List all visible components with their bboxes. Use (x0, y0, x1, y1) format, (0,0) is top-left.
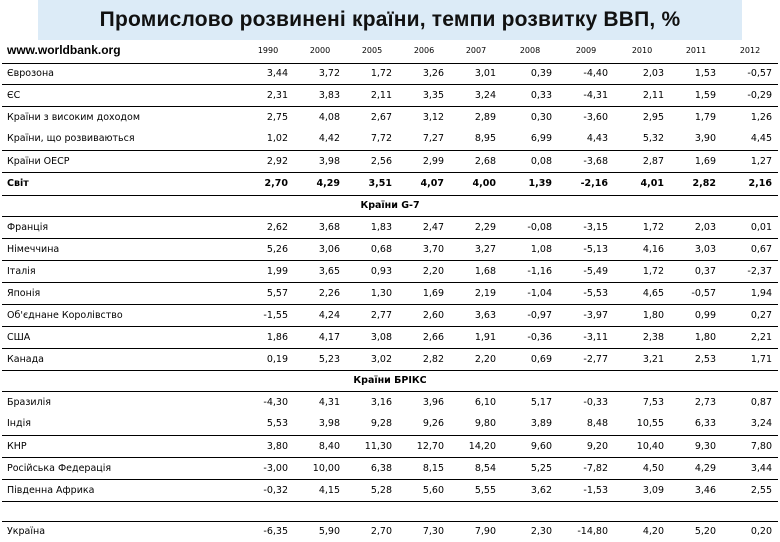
value-cell: 0,67 (722, 238, 778, 260)
value-cell: 4,24 (294, 304, 346, 326)
value-cell: -7,82 (558, 457, 614, 479)
value-cell: 4,17 (294, 326, 346, 348)
value-cell: 2,16 (722, 172, 778, 195)
row-label: Країни з високим доходом (7, 111, 140, 123)
year-header: 2006 (398, 38, 450, 63)
value-cell: 14,20 (450, 435, 502, 457)
value-cell: 4,01 (614, 172, 670, 195)
value-cell: -1,55 (242, 304, 294, 326)
row-label: Німеччина (2, 238, 242, 260)
value-cell: 1,02 (242, 128, 294, 150)
value-cell: 0,37 (670, 260, 722, 282)
value-cell: 3,09 (614, 479, 670, 501)
year-header: 2009 (558, 38, 614, 63)
value-cell: 4,15 (294, 479, 346, 501)
value-cell: 4,08 (318, 111, 340, 123)
value-cell: 7,27 (398, 128, 450, 150)
row-label: США (2, 326, 242, 348)
value-cell: 7,53 (642, 396, 664, 408)
value-cell: 3,03 (670, 238, 722, 260)
value-cell: 4,07 (398, 172, 450, 195)
table-row (2, 238, 778, 260)
value-cell: 3,98 (294, 413, 346, 435)
value-cell: 7,72 (346, 128, 398, 150)
row-label: Російська Федерація (2, 457, 242, 479)
value-cell: 5,55 (450, 479, 502, 501)
value-cell: 6,10 (474, 396, 496, 408)
table-row (2, 391, 778, 413)
value-cell: 3,90 (670, 128, 722, 150)
value-cell: 0,93 (346, 260, 398, 282)
value-cell: 0,01 (722, 216, 778, 238)
value-cell: 3,72 (294, 63, 346, 84)
page-title: Промислово розвинені країни, темпи розвитку ВВП, % (38, 0, 742, 40)
value-cell: 5,28 (346, 479, 398, 501)
value-cell: 0,99 (670, 304, 722, 326)
value-cell: 9,80 (450, 413, 502, 435)
table-row (2, 106, 778, 128)
row-label: Україна (7, 526, 46, 538)
value-cell: 9,26 (398, 413, 450, 435)
value-cell: 5,32 (614, 128, 670, 150)
table-row (2, 172, 778, 195)
value-cell: 2,38 (614, 326, 670, 348)
value-cell: 3,62 (502, 479, 558, 501)
year-header: 2012 (722, 38, 778, 63)
value-cell: 3,96 (422, 396, 444, 408)
value-cell: 3,89 (502, 413, 558, 435)
value-cell: 2,82 (670, 172, 722, 195)
value-cell: 2,95 (642, 111, 664, 123)
table-row (2, 413, 778, 435)
value-cell: 5,20 (694, 526, 716, 538)
value-cell: 2,11 (614, 84, 670, 106)
value-cell: 2,62 (242, 216, 294, 238)
value-cell: 4,16 (614, 238, 670, 260)
value-cell: -0,32 (242, 479, 294, 501)
value-cell: 3,12 (422, 111, 444, 123)
table-row (2, 260, 778, 282)
row-label: Канада (2, 348, 242, 370)
value-cell: -1,04 (502, 282, 558, 304)
value-cell: 3,44 (242, 63, 294, 84)
value-cell: 5,57 (242, 282, 294, 304)
value-cell: 1,86 (242, 326, 294, 348)
value-cell: 1,99 (242, 260, 294, 282)
value-cell: 3,83 (294, 84, 346, 106)
value-cell: 3,65 (294, 260, 346, 282)
value-cell: 0,27 (722, 304, 778, 326)
value-cell: 5,60 (398, 479, 450, 501)
value-cell: 5,90 (318, 526, 340, 538)
value-cell: 4,45 (722, 128, 778, 150)
value-cell: 12,70 (398, 435, 450, 457)
value-cell: 1,71 (722, 348, 778, 370)
value-cell: 3,24 (450, 84, 502, 106)
row-label: Італія (2, 260, 242, 282)
value-cell: 1,26 (750, 111, 772, 123)
value-cell: 1,72 (614, 260, 670, 282)
value-cell: 3,27 (450, 238, 502, 260)
value-cell: 4,43 (558, 128, 614, 150)
value-cell: 6,99 (502, 128, 558, 150)
value-cell: -6,35 (263, 526, 288, 538)
value-cell: 7,30 (422, 526, 444, 538)
table-row (2, 150, 778, 172)
value-cell: 2,89 (474, 111, 496, 123)
value-cell: 1,59 (670, 84, 722, 106)
value-cell: -4,30 (263, 396, 288, 408)
row-label: Японія (2, 282, 242, 304)
value-cell: 0,20 (750, 526, 772, 538)
value-cell: 2,26 (294, 282, 346, 304)
value-cell: 2,77 (346, 304, 398, 326)
value-cell: 6,38 (346, 457, 398, 479)
year-header: 2011 (670, 38, 722, 63)
value-cell: 2,56 (346, 150, 398, 172)
value-cell: 9,30 (670, 435, 722, 457)
value-cell: 1,53 (670, 63, 722, 84)
source-label: www.worldbank.org (2, 38, 242, 63)
value-cell: -3,60 (583, 111, 608, 123)
value-cell: 9,28 (346, 413, 398, 435)
value-cell: 1,83 (346, 216, 398, 238)
value-cell: -0,29 (722, 84, 778, 106)
value-cell: 2,21 (722, 326, 778, 348)
value-cell: -3,00 (242, 457, 294, 479)
table-row (2, 63, 778, 84)
value-cell: 2,53 (670, 348, 722, 370)
year-header: 2008 (502, 38, 558, 63)
value-cell: 3,80 (242, 435, 294, 457)
value-cell: 10,00 (294, 457, 346, 479)
value-cell: 3,16 (370, 396, 392, 408)
value-cell: 2,68 (450, 150, 502, 172)
value-cell: -3,97 (558, 304, 614, 326)
value-cell: 7,80 (722, 435, 778, 457)
row-label: Об'єднане Королівство (2, 304, 242, 326)
group-header-row (2, 195, 778, 216)
value-cell: 8,40 (294, 435, 346, 457)
value-cell: 3,06 (294, 238, 346, 260)
value-cell: -3,15 (558, 216, 614, 238)
value-cell: -14,80 (577, 526, 608, 538)
value-cell: 3,98 (294, 150, 346, 172)
value-cell: 5,26 (242, 238, 294, 260)
value-cell: -0,08 (502, 216, 558, 238)
value-cell: 4,20 (642, 526, 664, 538)
group-label: Країни БРІКС (2, 370, 778, 391)
table-row (2, 521, 778, 542)
value-cell: 1,72 (346, 63, 398, 84)
year-header: 2005 (346, 38, 398, 63)
value-cell: 2,87 (614, 150, 670, 172)
value-cell: 2,82 (398, 348, 450, 370)
value-cell: 2,92 (242, 150, 294, 172)
value-cell: 2,03 (670, 216, 722, 238)
value-cell: 2,31 (242, 84, 294, 106)
value-cell: 2,29 (450, 216, 502, 238)
row-label: Південна Африка (2, 479, 242, 501)
value-cell: -0,57 (670, 282, 722, 304)
value-cell: 3,08 (346, 326, 398, 348)
value-cell: 3,35 (398, 84, 450, 106)
value-cell: 2,19 (450, 282, 502, 304)
value-cell: 8,15 (398, 457, 450, 479)
value-cell: 0,19 (242, 348, 294, 370)
table-row (2, 457, 778, 479)
value-cell: 2,47 (398, 216, 450, 238)
value-cell: 0,68 (346, 238, 398, 260)
value-cell: 2,20 (450, 348, 502, 370)
value-cell: 3,51 (346, 172, 398, 195)
value-cell: 8,48 (558, 413, 614, 435)
table-row (2, 216, 778, 238)
value-cell: 7,90 (474, 526, 496, 538)
table-row (2, 435, 778, 457)
value-cell: 4,50 (614, 457, 670, 479)
value-cell: 3,70 (398, 238, 450, 260)
value-cell: 8,54 (450, 457, 502, 479)
value-cell: 3,21 (614, 348, 670, 370)
year-header: 2010 (614, 38, 670, 63)
value-cell: -2,37 (722, 260, 778, 282)
table-row (2, 348, 778, 370)
value-cell: 6,33 (670, 413, 722, 435)
gdp-growth-table (2, 38, 778, 542)
value-cell: 4,29 (670, 457, 722, 479)
value-cell: 3,02 (346, 348, 398, 370)
value-cell: 5,25 (502, 457, 558, 479)
value-cell: 2,99 (398, 150, 450, 172)
value-cell: -5,53 (558, 282, 614, 304)
value-cell: 1,91 (450, 326, 502, 348)
row-label: Франція (2, 216, 242, 238)
value-cell: 3,63 (450, 304, 502, 326)
header-row (2, 38, 778, 63)
value-cell: 4,31 (318, 396, 340, 408)
value-cell: -5,49 (558, 260, 614, 282)
table-row (2, 84, 778, 106)
value-cell: 5,53 (242, 413, 294, 435)
row-label: ЄС (2, 84, 242, 106)
value-cell: 1,69 (670, 150, 722, 172)
value-cell: 3,68 (294, 216, 346, 238)
value-cell: 9,20 (558, 435, 614, 457)
row-label: Країни ОЕСР (2, 150, 242, 172)
value-cell: 2,60 (398, 304, 450, 326)
group-label: Країни G-7 (2, 195, 778, 216)
value-cell: -0,57 (722, 63, 778, 84)
value-cell: 4,29 (294, 172, 346, 195)
value-cell: 1,80 (614, 304, 670, 326)
value-cell: 3,46 (670, 479, 722, 501)
value-cell: -4,40 (558, 63, 614, 84)
value-cell: 1,68 (450, 260, 502, 282)
year-header: 2007 (450, 38, 502, 63)
value-cell: 1,30 (346, 282, 398, 304)
value-cell: 0,08 (502, 150, 558, 172)
value-cell: 2,70 (370, 526, 392, 538)
value-cell: 2,11 (346, 84, 398, 106)
value-cell: 5,23 (294, 348, 346, 370)
value-cell: 2,75 (266, 111, 288, 123)
value-cell: 2,73 (694, 396, 716, 408)
value-cell: 3,26 (398, 63, 450, 84)
value-cell: 0,87 (750, 396, 772, 408)
value-cell: -3,11 (558, 326, 614, 348)
value-cell: -0,36 (502, 326, 558, 348)
table-row (2, 282, 778, 304)
value-cell: -2,77 (558, 348, 614, 370)
row-label: Індія (2, 413, 242, 435)
value-cell: 0,33 (502, 84, 558, 106)
value-cell: 4,65 (614, 282, 670, 304)
value-cell: -0,33 (583, 396, 608, 408)
value-cell: 1,69 (398, 282, 450, 304)
value-cell: -1,53 (558, 479, 614, 501)
value-cell: 9,60 (502, 435, 558, 457)
value-cell: 1,72 (614, 216, 670, 238)
table-row (2, 326, 778, 348)
value-cell: 0,30 (530, 111, 552, 123)
value-cell: 1,27 (722, 150, 778, 172)
value-cell: 3,01 (450, 63, 502, 84)
value-cell: 2,30 (530, 526, 552, 538)
value-cell: -4,31 (558, 84, 614, 106)
value-cell: -2,16 (558, 172, 614, 195)
table-row (2, 128, 778, 150)
value-cell: 2,70 (242, 172, 294, 195)
row-label: Світ (2, 172, 242, 195)
year-header: 2000 (294, 38, 346, 63)
value-cell: 2,66 (398, 326, 450, 348)
value-cell: 2,55 (722, 479, 778, 501)
value-cell: 10,40 (614, 435, 670, 457)
row-label: КНР (2, 435, 242, 457)
table-row (2, 479, 778, 501)
value-cell: 3,24 (722, 413, 778, 435)
value-cell: -0,97 (502, 304, 558, 326)
group-header-row (2, 370, 778, 391)
value-cell: 4,42 (294, 128, 346, 150)
value-cell: 8,95 (450, 128, 502, 150)
value-cell: 1,39 (502, 172, 558, 195)
value-cell: 2,20 (398, 260, 450, 282)
value-cell: -5,13 (558, 238, 614, 260)
value-cell: 1,79 (694, 111, 716, 123)
table-row (2, 304, 778, 326)
row-label: Єврозона (2, 63, 242, 84)
row-label: Бразилія (7, 396, 52, 408)
value-cell: 1,80 (670, 326, 722, 348)
row-label: Країни, що розвиваються (2, 128, 242, 150)
value-cell: 2,03 (614, 63, 670, 84)
value-cell: 3,44 (722, 457, 778, 479)
value-cell: 0,39 (502, 63, 558, 84)
value-cell: 2,67 (370, 111, 392, 123)
table-body (2, 63, 778, 542)
year-header: 1990 (242, 38, 294, 63)
value-cell: 4,00 (450, 172, 502, 195)
value-cell: 1,94 (722, 282, 778, 304)
value-cell: 5,17 (530, 396, 552, 408)
value-cell: -3,68 (558, 150, 614, 172)
value-cell: -1,16 (502, 260, 558, 282)
value-cell: 1,08 (502, 238, 558, 260)
spacer-row (2, 501, 778, 521)
value-cell: 10,55 (614, 413, 670, 435)
value-cell: 0,69 (502, 348, 558, 370)
value-cell: 11,30 (346, 435, 398, 457)
